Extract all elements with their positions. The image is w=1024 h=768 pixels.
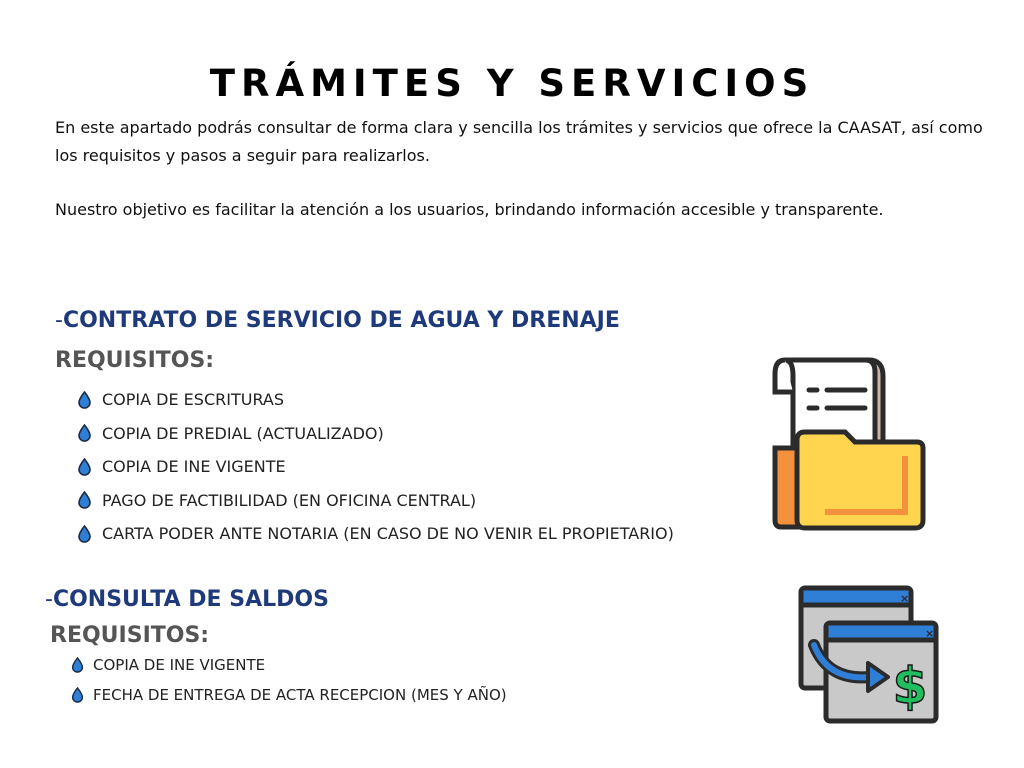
requirements-list-contrato: [77, 383, 674, 551]
requirement-text: FECHA DE ENTREGA DE ACTA RECEPCION (MES Y AÑO): [93, 686, 507, 704]
water-drop-icon: [77, 424, 92, 442]
intro-paragraph-2: Nuestro objetivo es facilitar la atención a los usuarios, brindando información accesible y transparente.: [55, 200, 884, 219]
requirements-label: REQUISITOS:: [55, 348, 215, 373]
water-drop-icon: [71, 687, 84, 703]
payment-window-icon: [798, 585, 940, 725]
svg-text:$: $: [892, 657, 928, 715]
water-drop-icon: [77, 391, 92, 409]
document-folder-icon: [765, 352, 933, 538]
requirement-text: COPIA DE PREDIAL (ACTUALIZADO): [102, 423, 384, 443]
water-drop-icon: [77, 458, 92, 476]
section-dash: -: [45, 587, 53, 612]
requirement-text: PAGO DE FACTIBILIDAD (EN OFICINA CENTRAL): [102, 490, 477, 510]
requirement-text: COPIA DE ESCRITURAS: [102, 390, 285, 410]
list-item: [77, 450, 674, 484]
requirements-list-consulta: [71, 650, 507, 710]
requirement-text: COPIA DE INE VIGENTE: [93, 656, 266, 674]
list-item: [77, 417, 674, 451]
section-title-text: CONTRATO DE SERVICIO DE AGUA Y DRENAJE: [62, 308, 620, 333]
page-title: TRÁMITES Y SERVICIOS: [209, 62, 815, 105]
svg-text:×: ×: [925, 627, 935, 640]
requirement-text: COPIA DE INE VIGENTE: [102, 457, 286, 477]
water-drop-icon: [77, 525, 92, 543]
svg-text:×: ×: [900, 592, 910, 605]
section-title-contrato: [55, 308, 620, 333]
intro-paragraph-1: En este apartado podrás consultar de forma clara y sencilla los trámites y servicios que ofrece la CAASAT, así como los requisitos y pasos a seguir para realizarlos.: [55, 118, 983, 165]
list-item: [71, 680, 507, 710]
water-drop-icon: [77, 491, 92, 509]
list-item: [71, 650, 507, 680]
requirement-text: CARTA PODER ANTE NOTARIA (EN CASO DE NO VENIR EL PROPIETARIO): [102, 524, 674, 544]
list-item: [77, 484, 674, 518]
list-item: [77, 517, 674, 551]
section-title-consulta: [45, 587, 329, 612]
section-dash: -: [55, 308, 63, 333]
section-title-text: CONSULTA DE SALDOS: [52, 587, 329, 612]
water-drop-icon: [71, 657, 84, 673]
requirements-label: REQUISITOS:: [50, 623, 210, 648]
list-item: [77, 383, 674, 417]
